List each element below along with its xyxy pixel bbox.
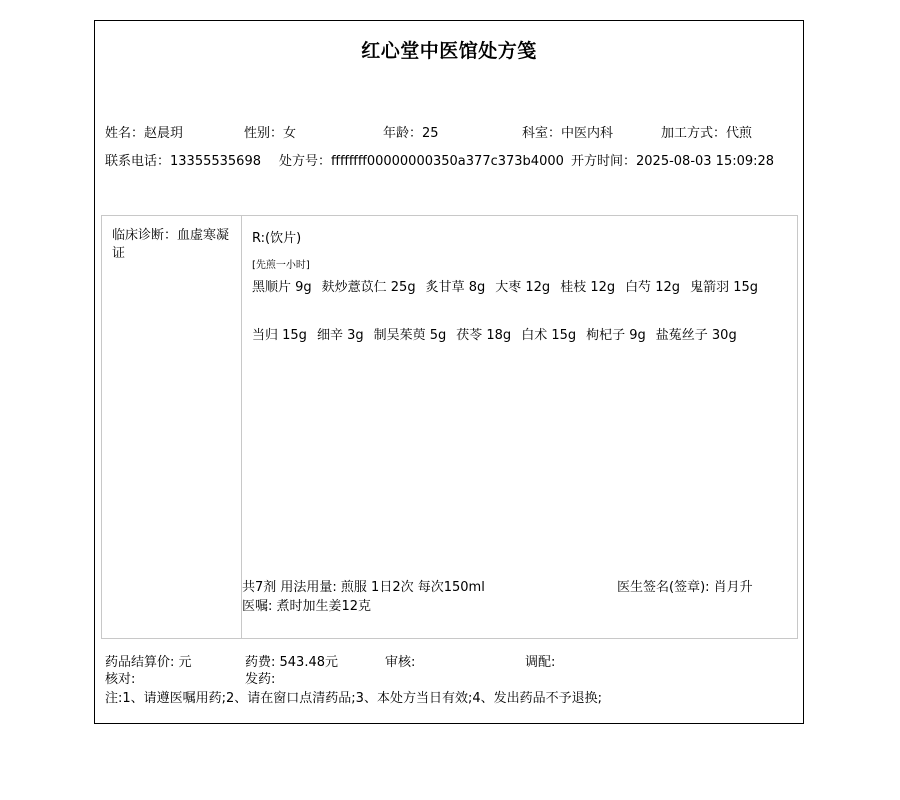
footer-notes: 注:1、请遵医嘱用药;2、请在窗口点清药品;3、本处方当日有效;4、发出药品不予退换; [105, 691, 602, 706]
herb-item: 枸杞子 9g [586, 328, 646, 343]
doctor-signature: 医生签名(签章): 肖月升 [617, 580, 753, 595]
issue-field: 发药: [245, 672, 276, 687]
herb-item: 大枣 12g [495, 280, 551, 295]
patient-age: 年龄：25 [383, 126, 439, 141]
department: 科室：中医内科 [522, 126, 614, 141]
patient-info-row-2 [105, 150, 774, 169]
herb-item: 炙甘草 8g [425, 280, 486, 295]
diagnosis-column [102, 216, 242, 638]
check-field: 核对: [105, 672, 136, 687]
prescription-time: 开方时间：2025-08-03 15:09:28 [571, 154, 775, 169]
decoction-note: [先煎一小时] [252, 260, 310, 271]
rx-label: R:(饮片) [252, 231, 302, 246]
herb-item: 白术 15g [521, 328, 577, 343]
drug-fee: 药费: 543.48元 [245, 655, 338, 670]
prescription-sheet [94, 20, 804, 724]
dosage-instructions: 共7剂 用法用量: 煎服 1日2次 每次150ml [242, 580, 485, 595]
review-field: 审核: [385, 655, 416, 670]
herb-item: 桂枝 12g [560, 280, 616, 295]
herb-item: 白芍 12g [625, 280, 681, 295]
herb-item: 黑顺片 9g [252, 280, 312, 295]
herb-item: 麸炒薏苡仁 25g [321, 280, 416, 295]
prescription-number: 处方号：ffffffff00000000350a377c373b4000 [279, 154, 564, 169]
herb-line-2 [252, 324, 747, 343]
prescription-panel [101, 215, 798, 639]
patient-name: 姓名：赵晨玥 [105, 126, 184, 141]
footer-row-2 [105, 668, 275, 687]
contact-phone: 联系电话：13355535698 [105, 154, 261, 169]
herb-item: 当归 15g [252, 328, 307, 343]
herb-line-1 [252, 276, 768, 295]
dispense-mix-field: 调配: [525, 655, 556, 670]
page-title: 红心堂中医馆处方笺 [361, 40, 537, 62]
clinical-diagnosis: 临床诊断：血虚寒凝证 [112, 228, 230, 261]
patient-info-row-1 [105, 122, 752, 141]
processing-method: 加工方式：代煎 [661, 126, 753, 141]
herb-item: 盐菟丝子 30g [655, 328, 737, 343]
settlement-price: 药品结算价: 元 [105, 655, 192, 670]
herb-item: 茯苓 18g [456, 328, 512, 343]
herb-item: 制吴茱萸 5g [373, 328, 447, 343]
doctor-advice: 医嘱: 煮时加生姜12克 [242, 599, 372, 614]
herb-item: 细辛 3g [316, 328, 364, 343]
herb-item: 鬼箭羽 15g [690, 280, 758, 295]
patient-gender: 性别：女 [244, 126, 297, 141]
